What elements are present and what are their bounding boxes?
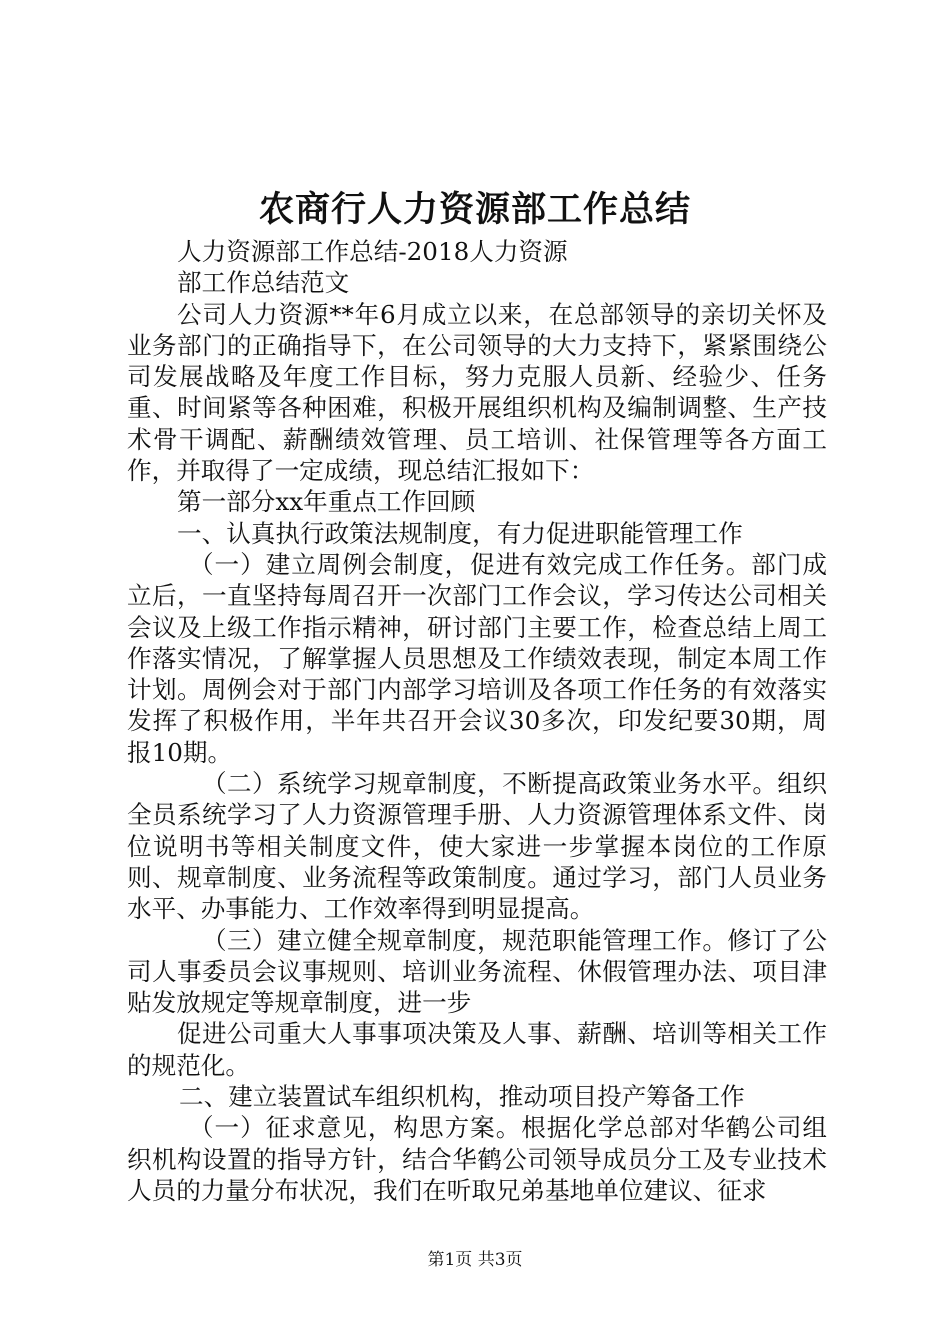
document-body <box>127 236 827 1206</box>
paragraph-1-3: （三）建立健全规章制度，规范职能管理工作。修订了公司人事委员会议事规则、培训业务流程、休假管理办法、项目津贴发放规定等规章制度，进一步 <box>127 925 827 1018</box>
section-heading-1: 一、认真执行政策法规制度，有力促进职能管理工作 <box>177 518 743 548</box>
paragraph-intro: 公司人力资源**年6月成立以来，在总部领导的亲切关怀及业务部门的正确指导下，在公司领导的大力支持下，紧紧围绕公司发展战略及年度工作目标，努力克服人员新、经验少、任务重、时间紧等各种困难，积极开展组织机构及编制调整、生产技术骨干调配、薪酬绩效管理、员工培训、社保管理等各方面工作，并取得了一定成绩，现总结汇报如下： <box>127 299 827 486</box>
page-number-footer: 第1页 共3页 <box>427 1250 523 1270</box>
paragraph-subtitle-1: 人力资源部工作总结-2018人力资源 <box>177 237 568 266</box>
section-heading-part-1: 第一部分xx年重点工作回顾 <box>177 487 476 517</box>
section-heading-2: 二、建立装置试车组织机构，推动项目投产筹备工作 <box>179 1082 745 1112</box>
paragraph-2-1: （一）征求意见，构思方案。根据化学总部对华鹤公司组织机构设置的指导方针，结合华鹤公司领导成员分工及专业技术人员的力量分布状况，我们在听取兄弟基地单位建议、征求 <box>127 1113 827 1205</box>
paragraph-1-3-continued: 促进公司重大人事事项决策及人事、薪酬、培训等相关工作的规范化。 <box>127 1019 827 1080</box>
paragraph-1-2: （二）系统学习规章制度，不断提高政策业务水平。组织全员系统学习了人力资源管理手册、人力资源管理体系文件、岗位说明书等相关制度文件，使大家进一步掌握本岗位的工作原则、规章制度、业务流程等政策制度。通过学习，部门人员业务水平、办事能力、工作效率得到明显提高。 <box>127 769 827 924</box>
paragraph-subtitle-2: 部工作总结范文 <box>177 268 350 298</box>
paragraph-1-1: （一）建立周例会制度，促进有效完成工作任务。部门成立后，一直坚持每周召开一次部门工作会议，学习传达公司相关会议及上级工作指示精神，研讨部门主要工作，检查总结上周工作落实情况，了解掌握人员思想及工作绩效表现，制定本周工作计划。周例会对于部门内部学习培训及各项工作任务的有效落实发挥了积极作用，半年共召开会议30多次，印发纪要30期，周报10期。 <box>127 549 827 767</box>
document-title: 农商行人力资源部工作总结 <box>258 189 691 230</box>
